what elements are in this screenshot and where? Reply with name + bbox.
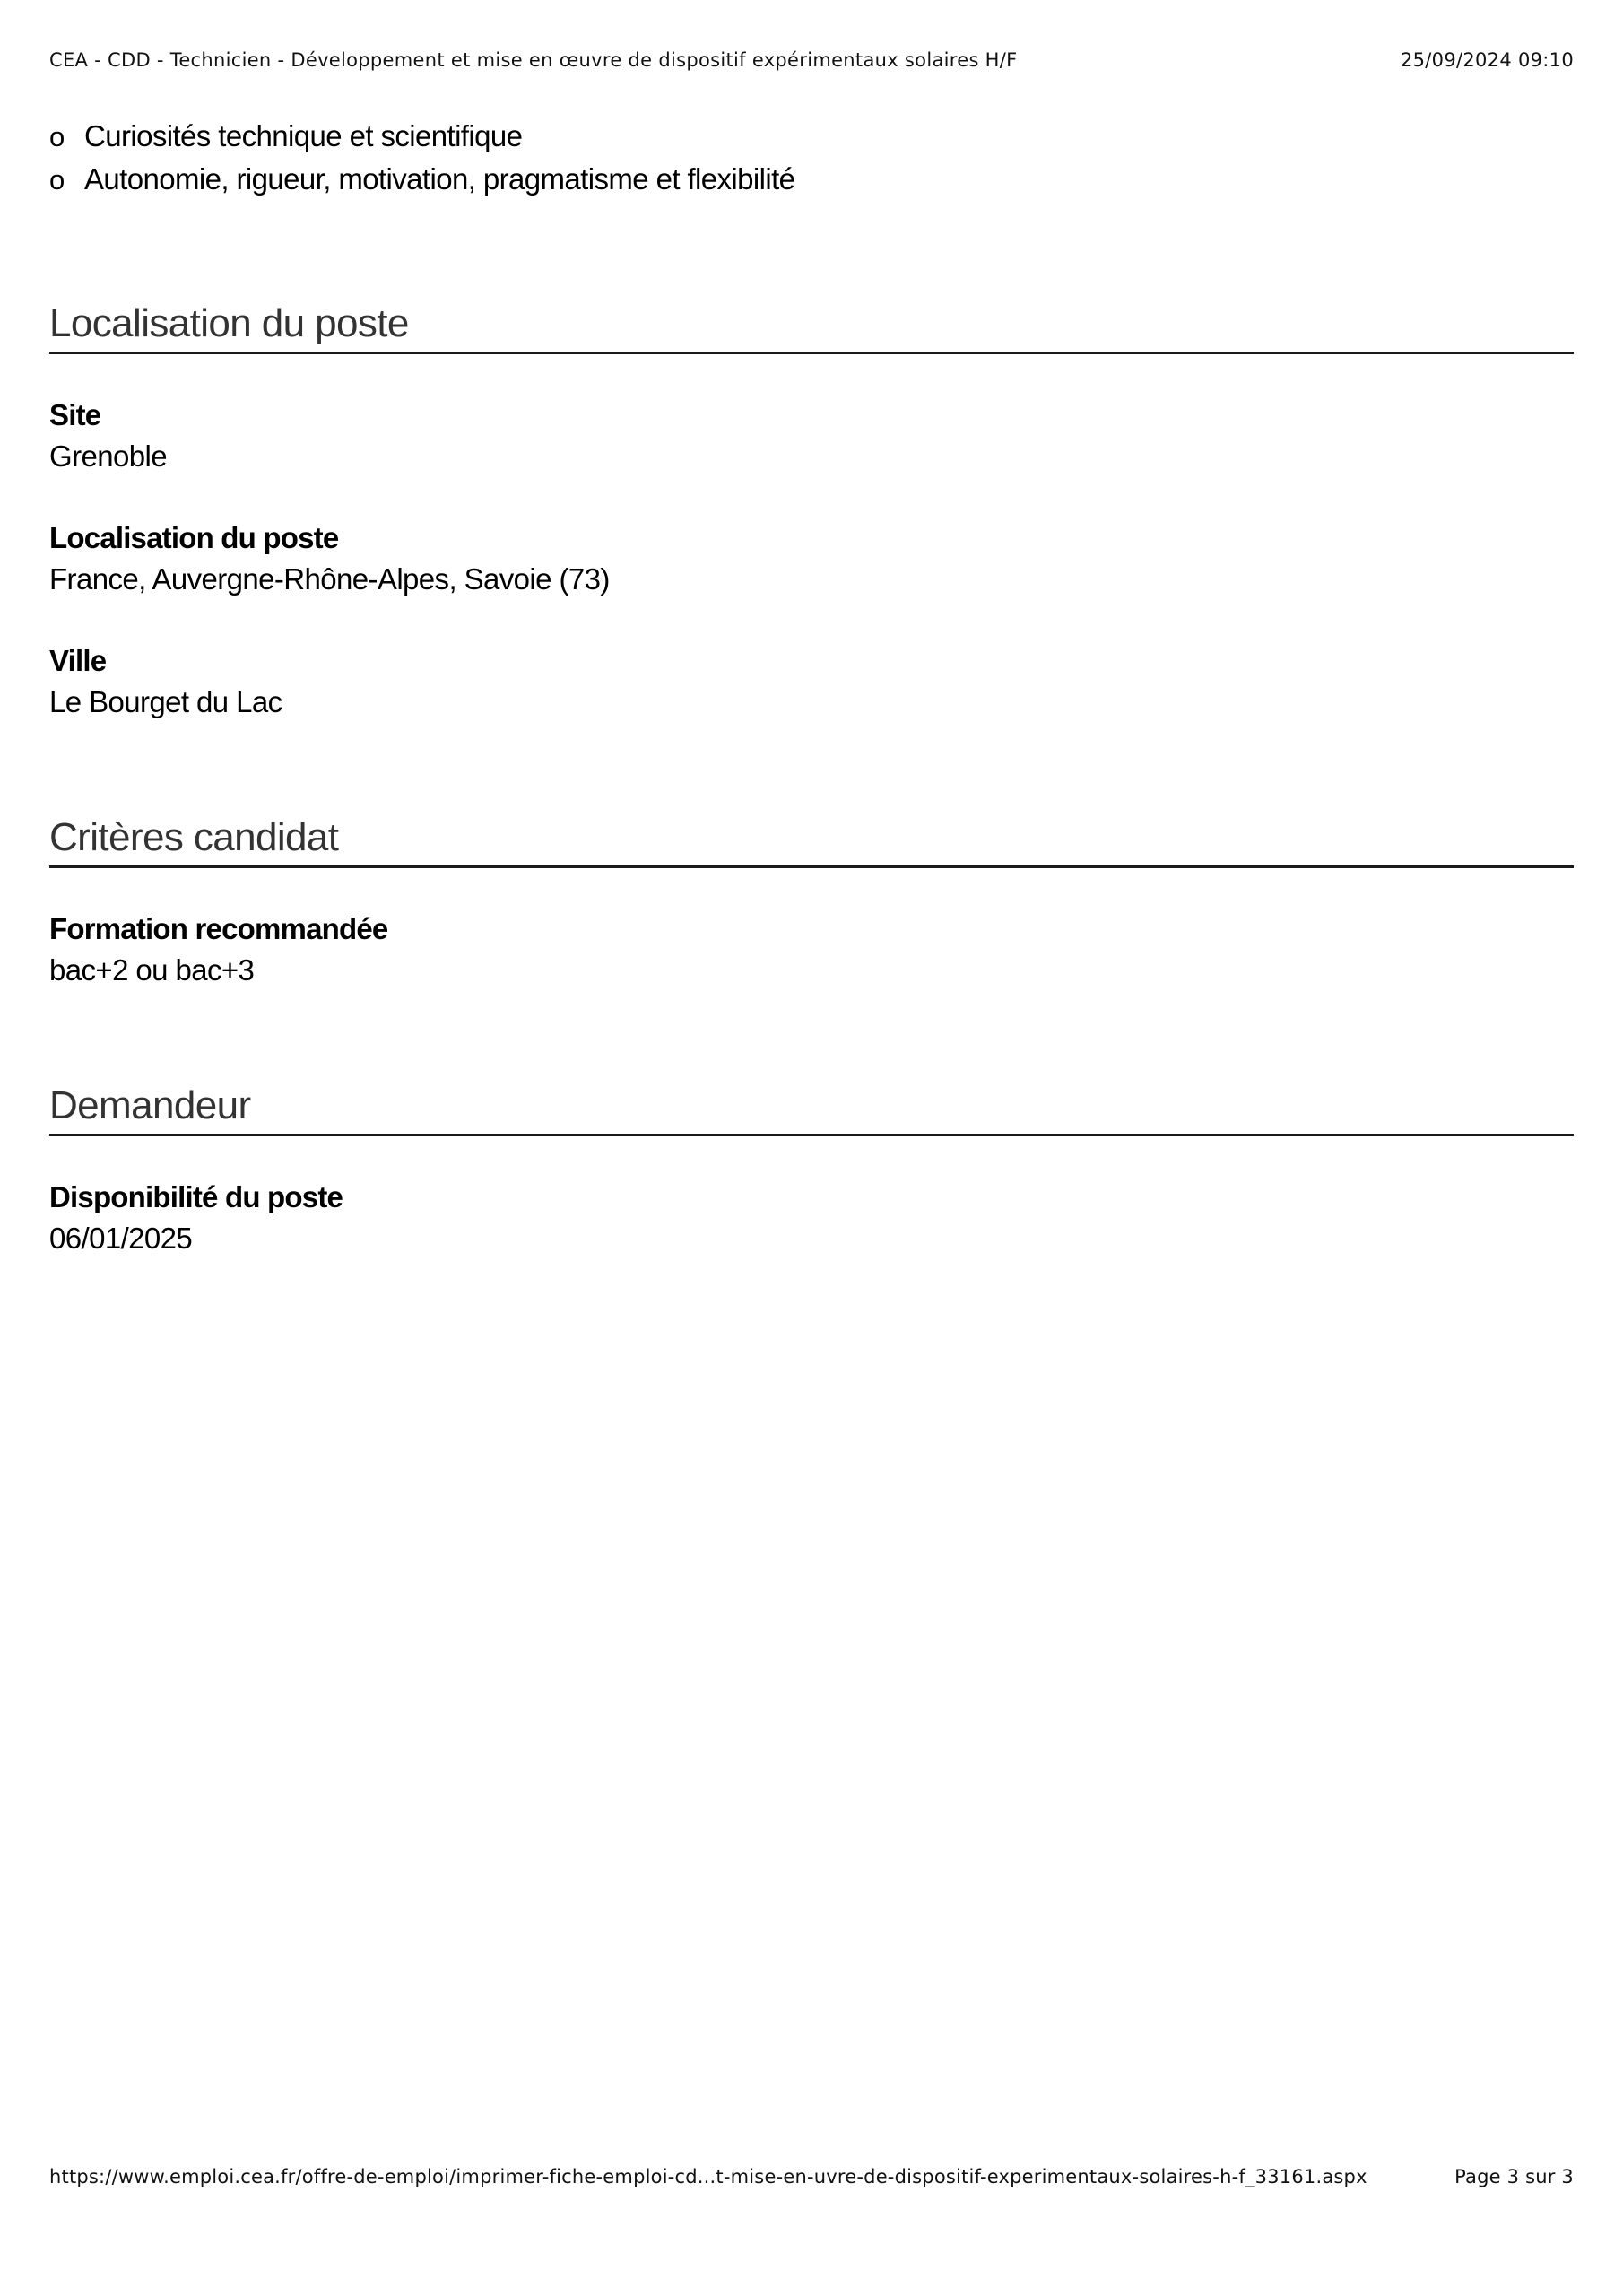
field-localisation: [49, 517, 1574, 600]
print-header: [49, 47, 1574, 74]
field-formation: [49, 909, 1574, 991]
field-ville: [49, 640, 1574, 723]
field-value: France, Auvergne-Rhône-Alpes, Savoie (73): [49, 562, 610, 596]
bullet-marker: o: [49, 121, 65, 152]
field-label: Formation recommandée: [49, 912, 388, 945]
print-datetime: 25/09/2024 09:10: [1400, 49, 1574, 71]
list-item: [49, 158, 1574, 201]
page-content: [49, 115, 1574, 1259]
field-value: Le Bourget du Lac: [49, 685, 282, 718]
section-localisation: [49, 301, 1574, 723]
section-title: Critères candidat: [49, 815, 1574, 868]
section-title: Demandeur: [49, 1083, 1574, 1136]
field-label: Ville: [49, 644, 107, 677]
list-item-text: Curiosités technique et scientifique: [84, 119, 523, 152]
skills-list: [49, 115, 1574, 201]
section-demandeur: [49, 1083, 1574, 1259]
page-number: Page 3 sur 3: [1454, 2166, 1574, 2187]
list-item: [49, 115, 1574, 158]
page-url: https://www.emploi.cea.fr/offre-de-emploi/imprimer-fiche-emploi-cd...t-mise-en-uvre-de-dispositif-experimentaux-solaires-h-f_33161.aspx: [49, 2166, 1367, 2187]
field-site: [49, 395, 1574, 477]
section-criteres: [49, 815, 1574, 991]
field-value: bac+2 ou bac+3: [49, 953, 255, 987]
field-value: 06/01/2025: [49, 1222, 193, 1255]
document-title: CEA - CDD - Technicien - Développement et mise en œuvre de dispositif expérimentaux solaires H/F: [49, 49, 1018, 71]
list-item-text: Autonomie, rigueur, motivation, pragmatisme et flexibilité: [84, 162, 795, 196]
field-label: Localisation du poste: [49, 521, 339, 554]
field-label: Site: [49, 398, 101, 431]
section-title: Localisation du poste: [49, 301, 1574, 354]
field-disponibilite: [49, 1177, 1574, 1259]
field-label: Disponibilité du poste: [49, 1180, 343, 1213]
bullet-marker: o: [49, 164, 65, 196]
field-value: Grenoble: [49, 439, 167, 473]
print-footer: [49, 2163, 1574, 2190]
